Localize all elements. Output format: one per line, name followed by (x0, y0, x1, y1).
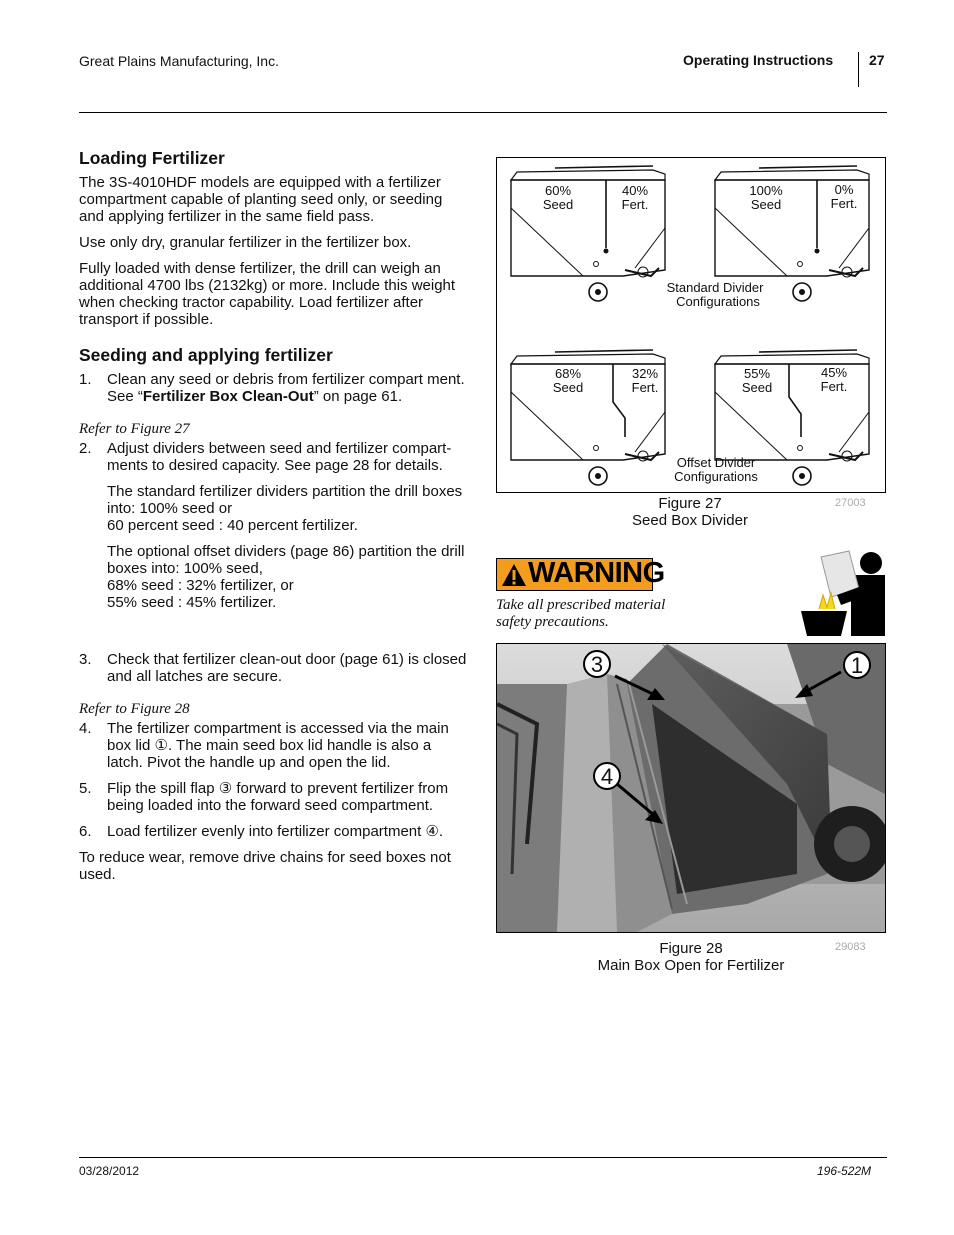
step-number: 6. (79, 823, 92, 840)
warning-message: Take all prescribed material safety precautions. (496, 597, 666, 630)
footer-rule (79, 1157, 887, 1158)
open-box-photo (497, 644, 885, 932)
seeding-heading: Seeding and applying fertilizer (79, 345, 333, 365)
warning-signal-word: WARNING (528, 557, 665, 589)
header-company: Great Plains Manufacturing, Inc. (79, 53, 279, 69)
fert-word: Fert. (820, 379, 848, 394)
seed-word: Seed (741, 380, 773, 395)
figure-28-caption (580, 940, 802, 974)
step-1-text-b: ” on page 61. (313, 388, 403, 405)
person-handling-chemical-icon (801, 549, 887, 636)
seed-percent: 100% (749, 183, 783, 198)
seed-percent: 60% (544, 183, 572, 198)
warning-triangle-icon (501, 562, 527, 588)
fert-word: Fert. (830, 196, 858, 211)
figure-28-id: 29083 (835, 941, 866, 953)
header-divider (858, 52, 859, 87)
step-4 (79, 720, 467, 771)
note-line: The optional offset dividers (page 86) partition the drill boxes into: 100% seed, (107, 543, 465, 577)
page-number: 27 (869, 52, 885, 68)
step-text: Check that fertilizer clean-out door (page 61) is closed and all latches are secure. (107, 651, 467, 685)
loading-paragraph-2: Use only dry, granular fertilizer in the fertilizer box. (79, 234, 412, 251)
figure-title: Seed Box Divider (632, 512, 748, 529)
callout-1: 1 (850, 653, 864, 678)
loading-paragraph-1: The 3S-4010HDF models are equipped with a fertilizer compartment capable of planting seed only, or seeding and applying fertilizer in the same field pass. (79, 174, 443, 225)
step-3 (79, 651, 467, 685)
step-text: The fertilizer compartment is accessed via the main box lid ①. The main seed box lid handle is also a latch. Pivot the handle up and open the lid. (107, 720, 449, 771)
callout-3: 3 (590, 652, 604, 677)
fert-word: Fert. (621, 197, 649, 212)
step-5 (79, 780, 467, 814)
header-section-title: Operating Instructions (683, 52, 834, 68)
figure-title: Main Box Open for Fertilizer (597, 957, 785, 974)
figure-reference: Refer to Figure 28 (79, 701, 190, 717)
footer-document-number: 196-522M (817, 1164, 872, 1178)
text-column (79, 148, 467, 892)
seed-word: Seed (542, 197, 574, 212)
seed-box-diagrams (497, 158, 885, 492)
step-text: Load fertilizer evenly into fertilizer compartment ④. (107, 823, 444, 840)
seed-percent: 68% (554, 366, 582, 381)
figure-28-photo (496, 643, 886, 933)
figure-reference: Refer to Figure 27 (79, 421, 190, 437)
figure-27-seed-box-divider (496, 157, 886, 493)
note-line: The standard fertilizer dividers partition the drill boxes into: 100% seed or (107, 483, 463, 517)
step-text (107, 371, 467, 405)
figure-27-id: 27003 (835, 497, 866, 509)
seed-word: Seed (750, 197, 782, 212)
standard-dividers-note (107, 483, 467, 534)
step-number: 5. (79, 780, 92, 797)
fert-percent: 32% (631, 366, 659, 381)
standard-divider-label: Configurations (676, 294, 760, 309)
fert-percent: 40% (621, 183, 649, 198)
fert-percent: 45% (820, 365, 848, 380)
offset-dividers-note (107, 543, 467, 611)
step-1 (79, 371, 467, 405)
callout-4: 4 (600, 764, 614, 789)
closing-paragraph: To reduce wear, remove drive chains for seed boxes not used. (79, 849, 451, 883)
chemical-safety-pictogram (801, 549, 887, 636)
note-line: 60 percent seed : 40 percent fertilizer. (107, 517, 358, 534)
step-number: 3. (79, 651, 92, 668)
cross-reference-link[interactable]: Fertilizer Box Clean-Out (142, 388, 314, 405)
step-text: Adjust dividers between seed and fertilizer compart ments to desired capacity. See page 28 for details. (107, 440, 452, 474)
offset-divider-label: Configurations (674, 469, 758, 484)
footer-date: 03/28/2012 (79, 1164, 140, 1178)
note-line: 55% seed : 45% fertilizer. (107, 594, 277, 611)
fert-word: Fert. (631, 380, 659, 395)
fert-percent: 0% (834, 182, 854, 197)
step-number: 4. (79, 720, 92, 737)
step-1-text-a: Clean any seed or debris from fertilizer compart ment. See “ (107, 371, 465, 405)
loading-fertilizer-heading: Loading Fertilizer (79, 148, 225, 168)
offset-divider-label: Offset Divider (676, 455, 756, 470)
step-2 (79, 440, 467, 474)
seed-percent: 55% (743, 366, 771, 381)
standard-divider-label: Standard Divider (666, 280, 764, 295)
step-number: 1. (79, 371, 92, 388)
figure-number-label: Figure 27 (658, 495, 722, 512)
loading-paragraph-3: Fully loaded with dense fertilizer, the drill can weigh an additional 4700 lbs (2132kg) or more. Include this weight when checking tractor capability. Load fertilizer after transport if possible. (79, 260, 456, 328)
seed-word: Seed (552, 380, 584, 395)
step-text: Flip the spill flap ③ forward to prevent fertilizer from being loaded into the forward seed compartment. (107, 780, 449, 814)
note-line: 68% seed : 32% fertilizer, or (107, 577, 294, 594)
header-rule (79, 112, 887, 113)
step-number: 2. (79, 440, 92, 457)
step-6 (79, 823, 467, 840)
figure-number-label: Figure 28 (659, 940, 723, 957)
figure-27-caption (595, 495, 785, 529)
